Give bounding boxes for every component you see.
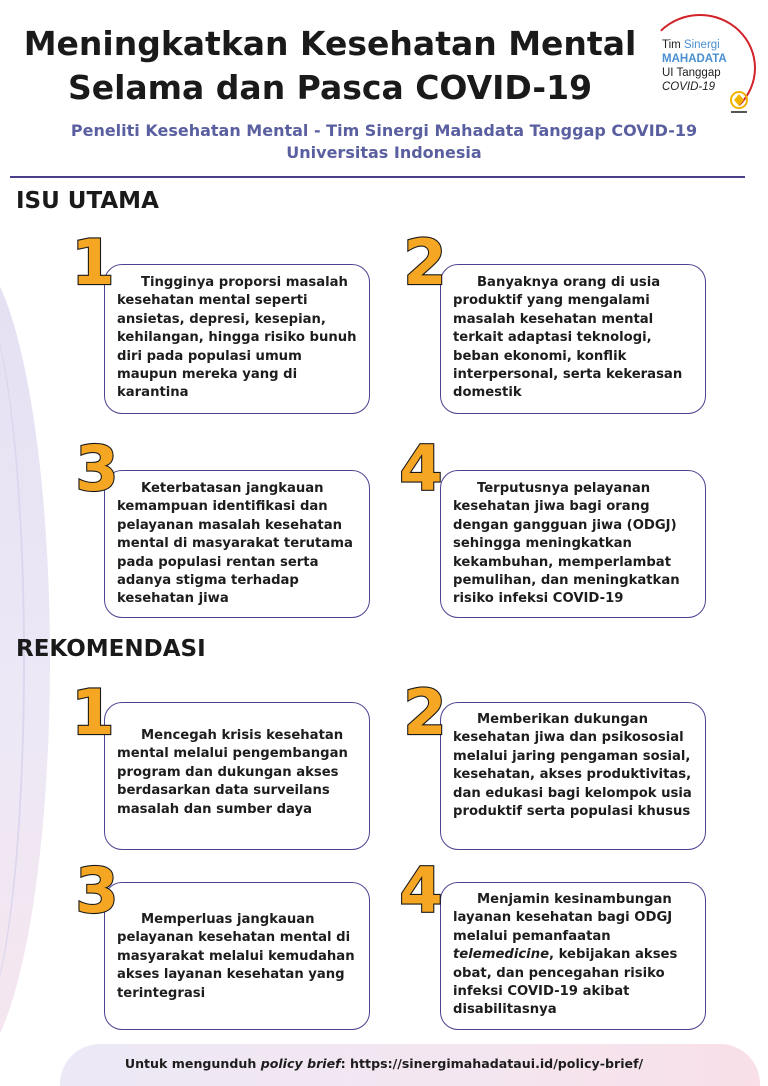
rekomendasi-number-3 bbox=[74, 858, 120, 918]
logo-line-1: Tim Sinergi bbox=[662, 39, 720, 51]
rekomendasi-card-1 bbox=[104, 702, 370, 850]
telemedicine-italic: telemedicine bbox=[453, 947, 550, 963]
svg-text:3: 3 bbox=[75, 858, 119, 918]
svg-text:1: 1 bbox=[71, 230, 115, 290]
footer-prefix: Untuk mengunduh bbox=[124, 1056, 257, 1071]
isu-card-1 bbox=[104, 264, 370, 414]
subtitle-line-1: Peneliti Kesehatan Mental - Tim Sinergi Mahadata Tanggap COVID-19 bbox=[70, 121, 698, 140]
svg-text:2: 2 bbox=[403, 230, 447, 290]
logo-covid: COVID-19 bbox=[662, 81, 716, 93]
isu-number-4 bbox=[398, 436, 444, 496]
logo-ui-tanggap: UI Tanggap bbox=[662, 67, 721, 79]
svg-text:4: 4 bbox=[399, 436, 443, 496]
page-title bbox=[20, 22, 640, 110]
svg-text:4: 4 bbox=[399, 858, 443, 918]
isu-number-2 bbox=[402, 230, 448, 290]
isu-card-3-text: Keterbatasan jangkauan kemampuan identifikasi dan pelayanan masalah kesehatan mental di masyarakat terutama pada populasi rentan serta adanya stigma terhadap kesehatan jiwa bbox=[117, 481, 353, 607]
universitas-indonesia-seal-icon bbox=[728, 90, 750, 116]
footer-download-note bbox=[0, 1056, 768, 1071]
rekomendasi-card-3 bbox=[104, 882, 370, 1030]
title-line-1: Meningkatkan Kesehatan Mental bbox=[23, 24, 637, 63]
isu-card-2-text: Banyaknya orang di usia produktif yang mengalami masalah kesehatan mental terkait adaptasi teknologi, beban ekonomi, konflik interpersonal, serta kekerasan domestik bbox=[453, 275, 683, 401]
svg-text:1: 1 bbox=[71, 680, 115, 740]
section-heading-rekomendasi: REKOMENDASI bbox=[16, 636, 206, 662]
rekomendasi-number-4 bbox=[398, 858, 444, 918]
isu-card-4 bbox=[440, 470, 706, 618]
rekomendasi-card-2 bbox=[440, 702, 706, 850]
rekomendasi-card-1-text: Mencegah krisis kesehatan mental melalui pengembangan program dan dukungan akses berdasarkan data surveilans masalah dan sumber daya bbox=[117, 728, 348, 817]
isu-number-1 bbox=[70, 230, 116, 290]
isu-card-2 bbox=[440, 264, 706, 414]
isu-number-3 bbox=[74, 436, 120, 496]
title-line-2: Selama dan Pasca COVID-19 bbox=[67, 68, 593, 107]
header-divider bbox=[10, 176, 745, 178]
logo bbox=[662, 38, 727, 94]
page-subtitle bbox=[20, 120, 748, 164]
section-heading-isu-utama: ISU UTAMA bbox=[16, 188, 159, 214]
rekomendasi-card-4 bbox=[440, 882, 706, 1030]
rekomendasi-number-2 bbox=[402, 680, 448, 740]
isu-card-3 bbox=[104, 470, 370, 618]
rekomendasi-number-1 bbox=[70, 680, 116, 740]
rekomendasi-card-4-text: Menjamin kesinambungan layanan kesehatan bagi ODGJ melalui pemanfaatan telemedicine, kebijakan akses obat, dan pencegahan risiko infeksi COVID-19 akibat disabilitasnya bbox=[453, 892, 678, 1018]
svg-text:3: 3 bbox=[75, 436, 119, 496]
svg-text:2: 2 bbox=[403, 680, 447, 740]
subtitle-line-2: Universitas Indonesia bbox=[286, 143, 482, 162]
rekomendasi-card-2-text: Memberikan dukungan kesehatan jiwa dan psikososial melalui jaring pengaman sosial, kesehatan, akses produktivitas, dan edukasi bagi kelompok usia produktif serta populasi khusus bbox=[453, 712, 692, 820]
logo-mahadata: MAHADATA bbox=[662, 53, 727, 65]
isu-card-1-text: Tingginya proporsi masalah kesehatan mental seperti ansietas, depresi, kesepian, kehilangan, hingga risiko bunuh diri pada populasi umum maupun mereka yang di karantina bbox=[117, 275, 357, 401]
footer-url[interactable]: : https://sinergimahadataui.id/policy-brief/ bbox=[340, 1056, 644, 1071]
rekomendasi-card-3-text: Memperluas jangkauan pelayanan kesehatan mental di masyarakat melalui kemudahan akses layanan kesehatan yang terintegrasi bbox=[117, 912, 355, 1001]
footer-policy-brief: policy brief bbox=[260, 1056, 341, 1071]
isu-card-4-text: Terputusnya pelayanan kesehatan jiwa bagi orang dengan gangguan jiwa (ODGJ) sehingga meningkatkan kekambuhan, memperlambat pemulihan, dan meningkatkan risiko infeksi COVID-19 bbox=[453, 481, 680, 607]
